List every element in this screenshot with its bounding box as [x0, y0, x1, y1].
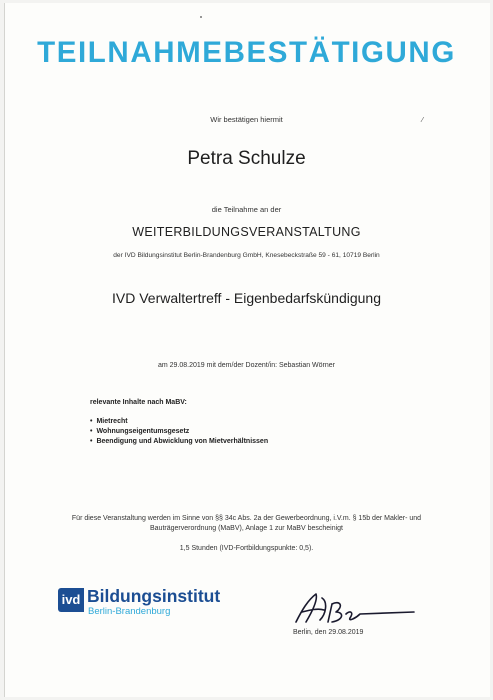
- signature-image: [288, 588, 418, 628]
- legal-statement: [24, 514, 469, 534]
- legal-line: Für diese Veranstaltung werden im Sinne von §§ 34c Abs. 2a der Gewerbeordnung, i.V.m. § 15b der Makler- und: [71, 515, 422, 522]
- signature-place-date: Berlin, den 29.08.2019: [293, 629, 364, 636]
- event-type: WEITERBILDUNGSVERANSTALTUNG: [132, 225, 361, 239]
- relevant-content-heading: relevante Inhalte nach MaBV:: [90, 399, 187, 406]
- list-item: • Wohnungseigentumsgesetz: [90, 427, 268, 437]
- ivd-logo-mark: ivd: [58, 588, 84, 612]
- scan-speck: [200, 16, 202, 18]
- certificate-heading: TEILNAHMEBESTÄTIGUNG: [37, 36, 456, 69]
- training-hours: 1,5 Stunden (IVD-Fortbildungspunkte: 0,5).: [179, 545, 314, 552]
- list-item: • Mietrecht: [90, 417, 268, 427]
- participant-name: Petra Schulze: [187, 148, 306, 169]
- date-and-lecturer: am 29.08.2019 mit dem/der Dozent/in: Sebastian Wörner: [157, 362, 336, 369]
- logo-name: Bildungsinstitut: [87, 586, 221, 606]
- course-title: IVD Verwaltertreff - Eigenbedarfskündigung: [111, 290, 381, 306]
- logo-region: Berlin-Brandenburg: [88, 606, 171, 617]
- list-item: • Beendigung und Abwicklung von Mietverhältnissen: [90, 437, 268, 447]
- legal-line: Bauträgerverordnung (MaBV), Anlage 1 zur MaBV bescheinigt: [150, 525, 343, 532]
- institute-logo: [58, 588, 258, 624]
- topic-list: [90, 417, 268, 447]
- intro-text: Wir bestätigen hiermit: [210, 115, 283, 124]
- participation-text: die Teilnahme an der: [211, 205, 282, 214]
- pen-mark: ⁄: [422, 117, 424, 124]
- institute-address: der IVD Bildungsinstitut Berlin-Brandenburg GmbH, Knesebeckstraße 59 - 61, 10719 Berlin: [113, 252, 380, 259]
